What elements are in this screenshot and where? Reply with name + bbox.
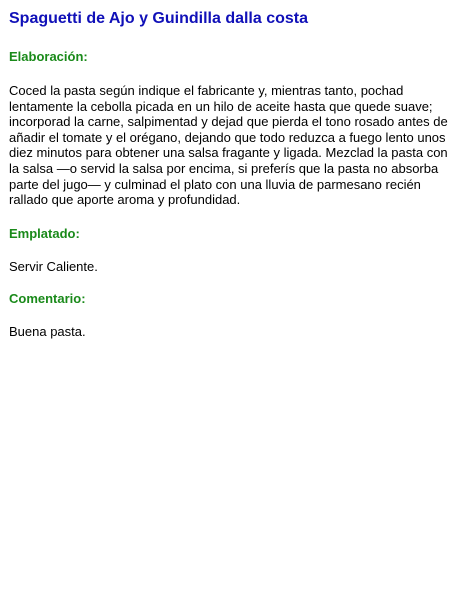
emplatado-heading: Emplatado: — [9, 225, 80, 241]
recipe-title: Spaguetti de Ajo y Guindilla dalla costa — [9, 10, 309, 27]
comentario-heading: Comentario: — [9, 291, 86, 307]
emplatado-text: Servir Caliente. — [9, 258, 98, 274]
elaboracion-text: Coced la pasta según indique el fabricante y, mientras tanto, pochad lentamente la cebolla picada en un hilo de aceite hasta que quede suave; incorporad la carne, salpimentad y dejad que pierda el tono rosado antes de añadir el tomate y el orégano, dejando que todo reduzca a fuego lento unos diez minutos para obtener una salsa fragante y ligada. Mezclad la pasta con la salsa —o servid la salsa por encima, si preferís que la pasta no absorba parte del jugo— y culminad el plato con una lluvia de parmesano recién rallado que aporte aroma y profundidad. — [9, 83, 448, 208]
elaboracion-heading: Elaboración: — [9, 49, 88, 64]
comentario-text: Buena pasta. — [9, 324, 86, 340]
